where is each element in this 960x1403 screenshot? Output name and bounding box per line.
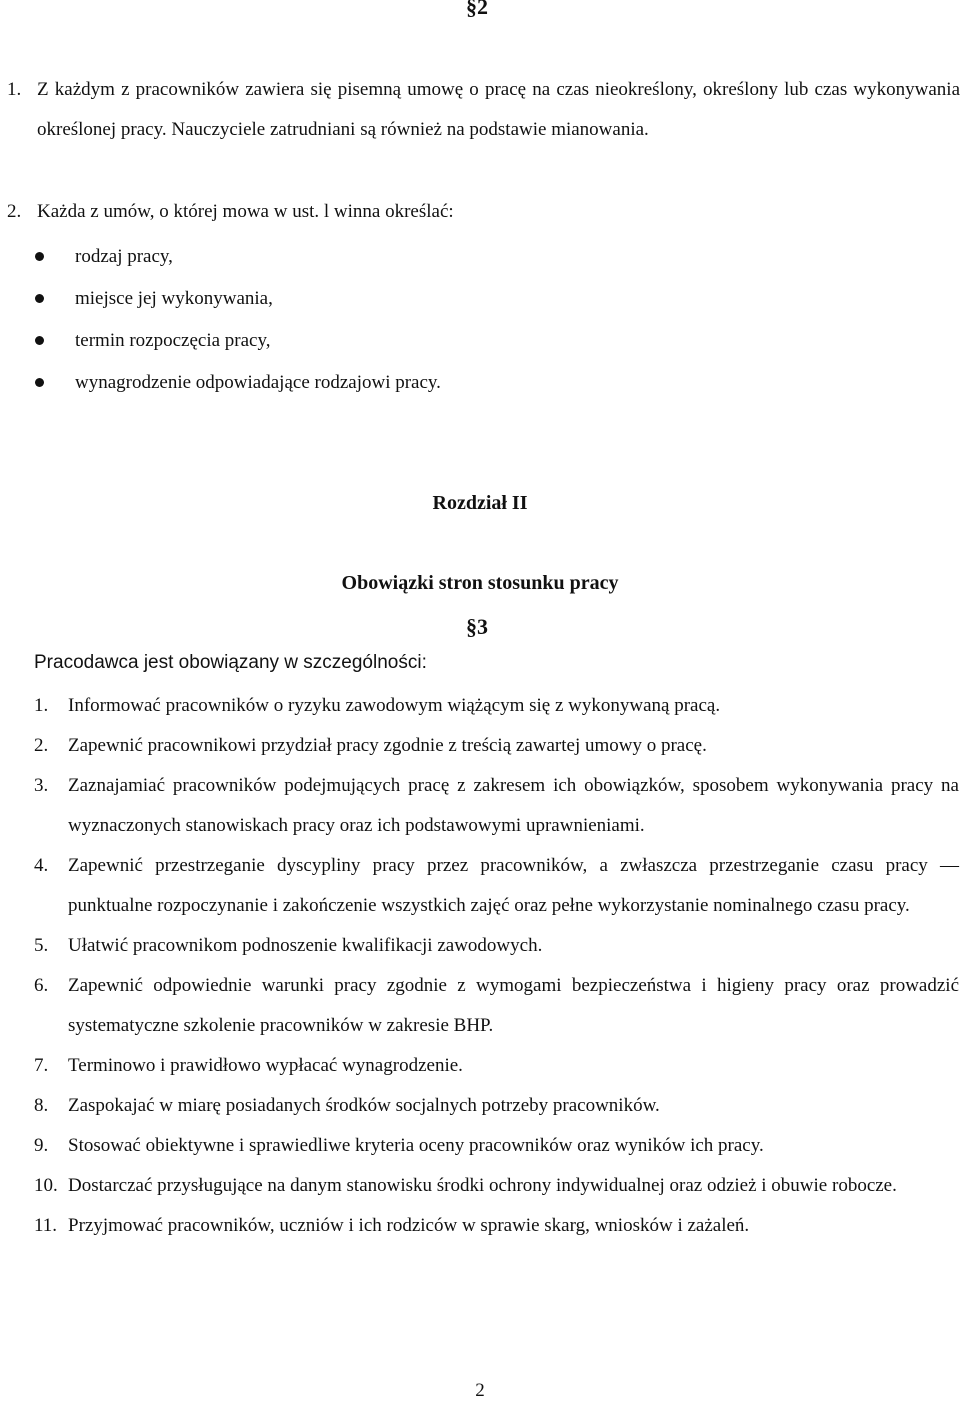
section-3-intro: Pracodawca jest obowiązany w szczególności: — [34, 652, 427, 673]
page-number: 2 — [475, 1380, 485, 1401]
list-item: miejsce jej wykonywania, — [30, 278, 441, 320]
paragraph-1 — [7, 70, 960, 150]
chapter-title: Obowiązki stron stosunku pracy — [341, 572, 619, 594]
paragraph-2 — [7, 192, 960, 232]
list-item: termin rozpoczęcia pracy, — [30, 320, 441, 362]
bullet-icon — [35, 378, 44, 387]
bullet-icon — [35, 294, 44, 303]
section-3-heading: §3 — [466, 614, 488, 639]
list-item: rodzaj pracy, — [30, 236, 441, 278]
list-item: 8. Zaspokajać w miarę posiadanych środków socjalnych potrzeby pracowników. — [34, 1095, 660, 1116]
list-item: 2. Zapewnić pracownikowi przydział pracy zgodnie z treścią zawartej umowy o pracę. — [34, 735, 707, 756]
bullet-icon — [35, 252, 44, 261]
paragraph-2-number: 2. — [7, 201, 22, 222]
paragraph-1-number: 1. — [7, 79, 22, 100]
employer-duties-list — [34, 686, 959, 1246]
list-item: 5. Ułatwić pracownikom podnoszenie kwalifikacji zawodowych. — [34, 935, 543, 956]
chapter-number: Rozdział II — [432, 492, 528, 514]
list-item: 10. Dostarczać przysługujące na danym stanowisku środki ochrony indywidualnej oraz odzież i obuwie robocze. — [34, 1175, 897, 1196]
list-item: wynagrodzenie odpowiadające rodzajowi pracy. — [30, 362, 441, 404]
list-item: 7. Terminowo i prawidłowo wypłacać wynagrodzenie. — [34, 1055, 463, 1076]
list-item: 6. Zapewnić odpowiednie warunki pracy zgodnie z wymogami bezpieczeństwa i higieny pracy oraz prowadzić systematyczne szkolenie pracowników w zakresie BHP. — [34, 975, 959, 1036]
contract-elements-list — [30, 236, 441, 404]
paragraph-1-text: Z każdym z pracowników zawiera się pisemną umowę o pracę na czas nieokreślony, określony lub czas wykonywania określonej pracy. Nauczyciele zatrudniani są również na podstawie mianowania. — [37, 79, 960, 140]
bullet-icon — [35, 336, 44, 345]
list-item: 1. Informować pracowników o ryzyku zawodowym wiążącym się z wykonywaną pracą. — [34, 695, 721, 716]
paragraph-2-text: Każda z umów, o której mowa w ust. l winna określać: — [37, 201, 454, 222]
list-item: 9. Stosować obiektywne i sprawiedliwe kryteria oceny pracowników oraz wyników ich pracy. — [34, 1135, 764, 1156]
list-item: 3. Zaznajamiać pracowników podejmujących pracę z zakresem ich obowiązków, sposobem wykonywania pracy na wyznaczonych stanowiskach pracy oraz ich podstawowymi uprawnieniami. — [34, 775, 959, 836]
section-2-heading: §2 — [466, 0, 488, 19]
list-item: 4. Zapewnić przestrzeganie dyscypliny pracy przez pracowników, a zwłaszcza przestrzeganie czasu pracy — punktualne rozpoczynanie i zakończenie wszystkich zajęć oraz pełne wykorzystanie nominalnego czasu pracy. — [34, 855, 959, 916]
list-item: 11. Przyjmować pracowników, uczniów i ich rodziców w sprawie skarg, wniosków i zażaleń. — [34, 1215, 750, 1236]
